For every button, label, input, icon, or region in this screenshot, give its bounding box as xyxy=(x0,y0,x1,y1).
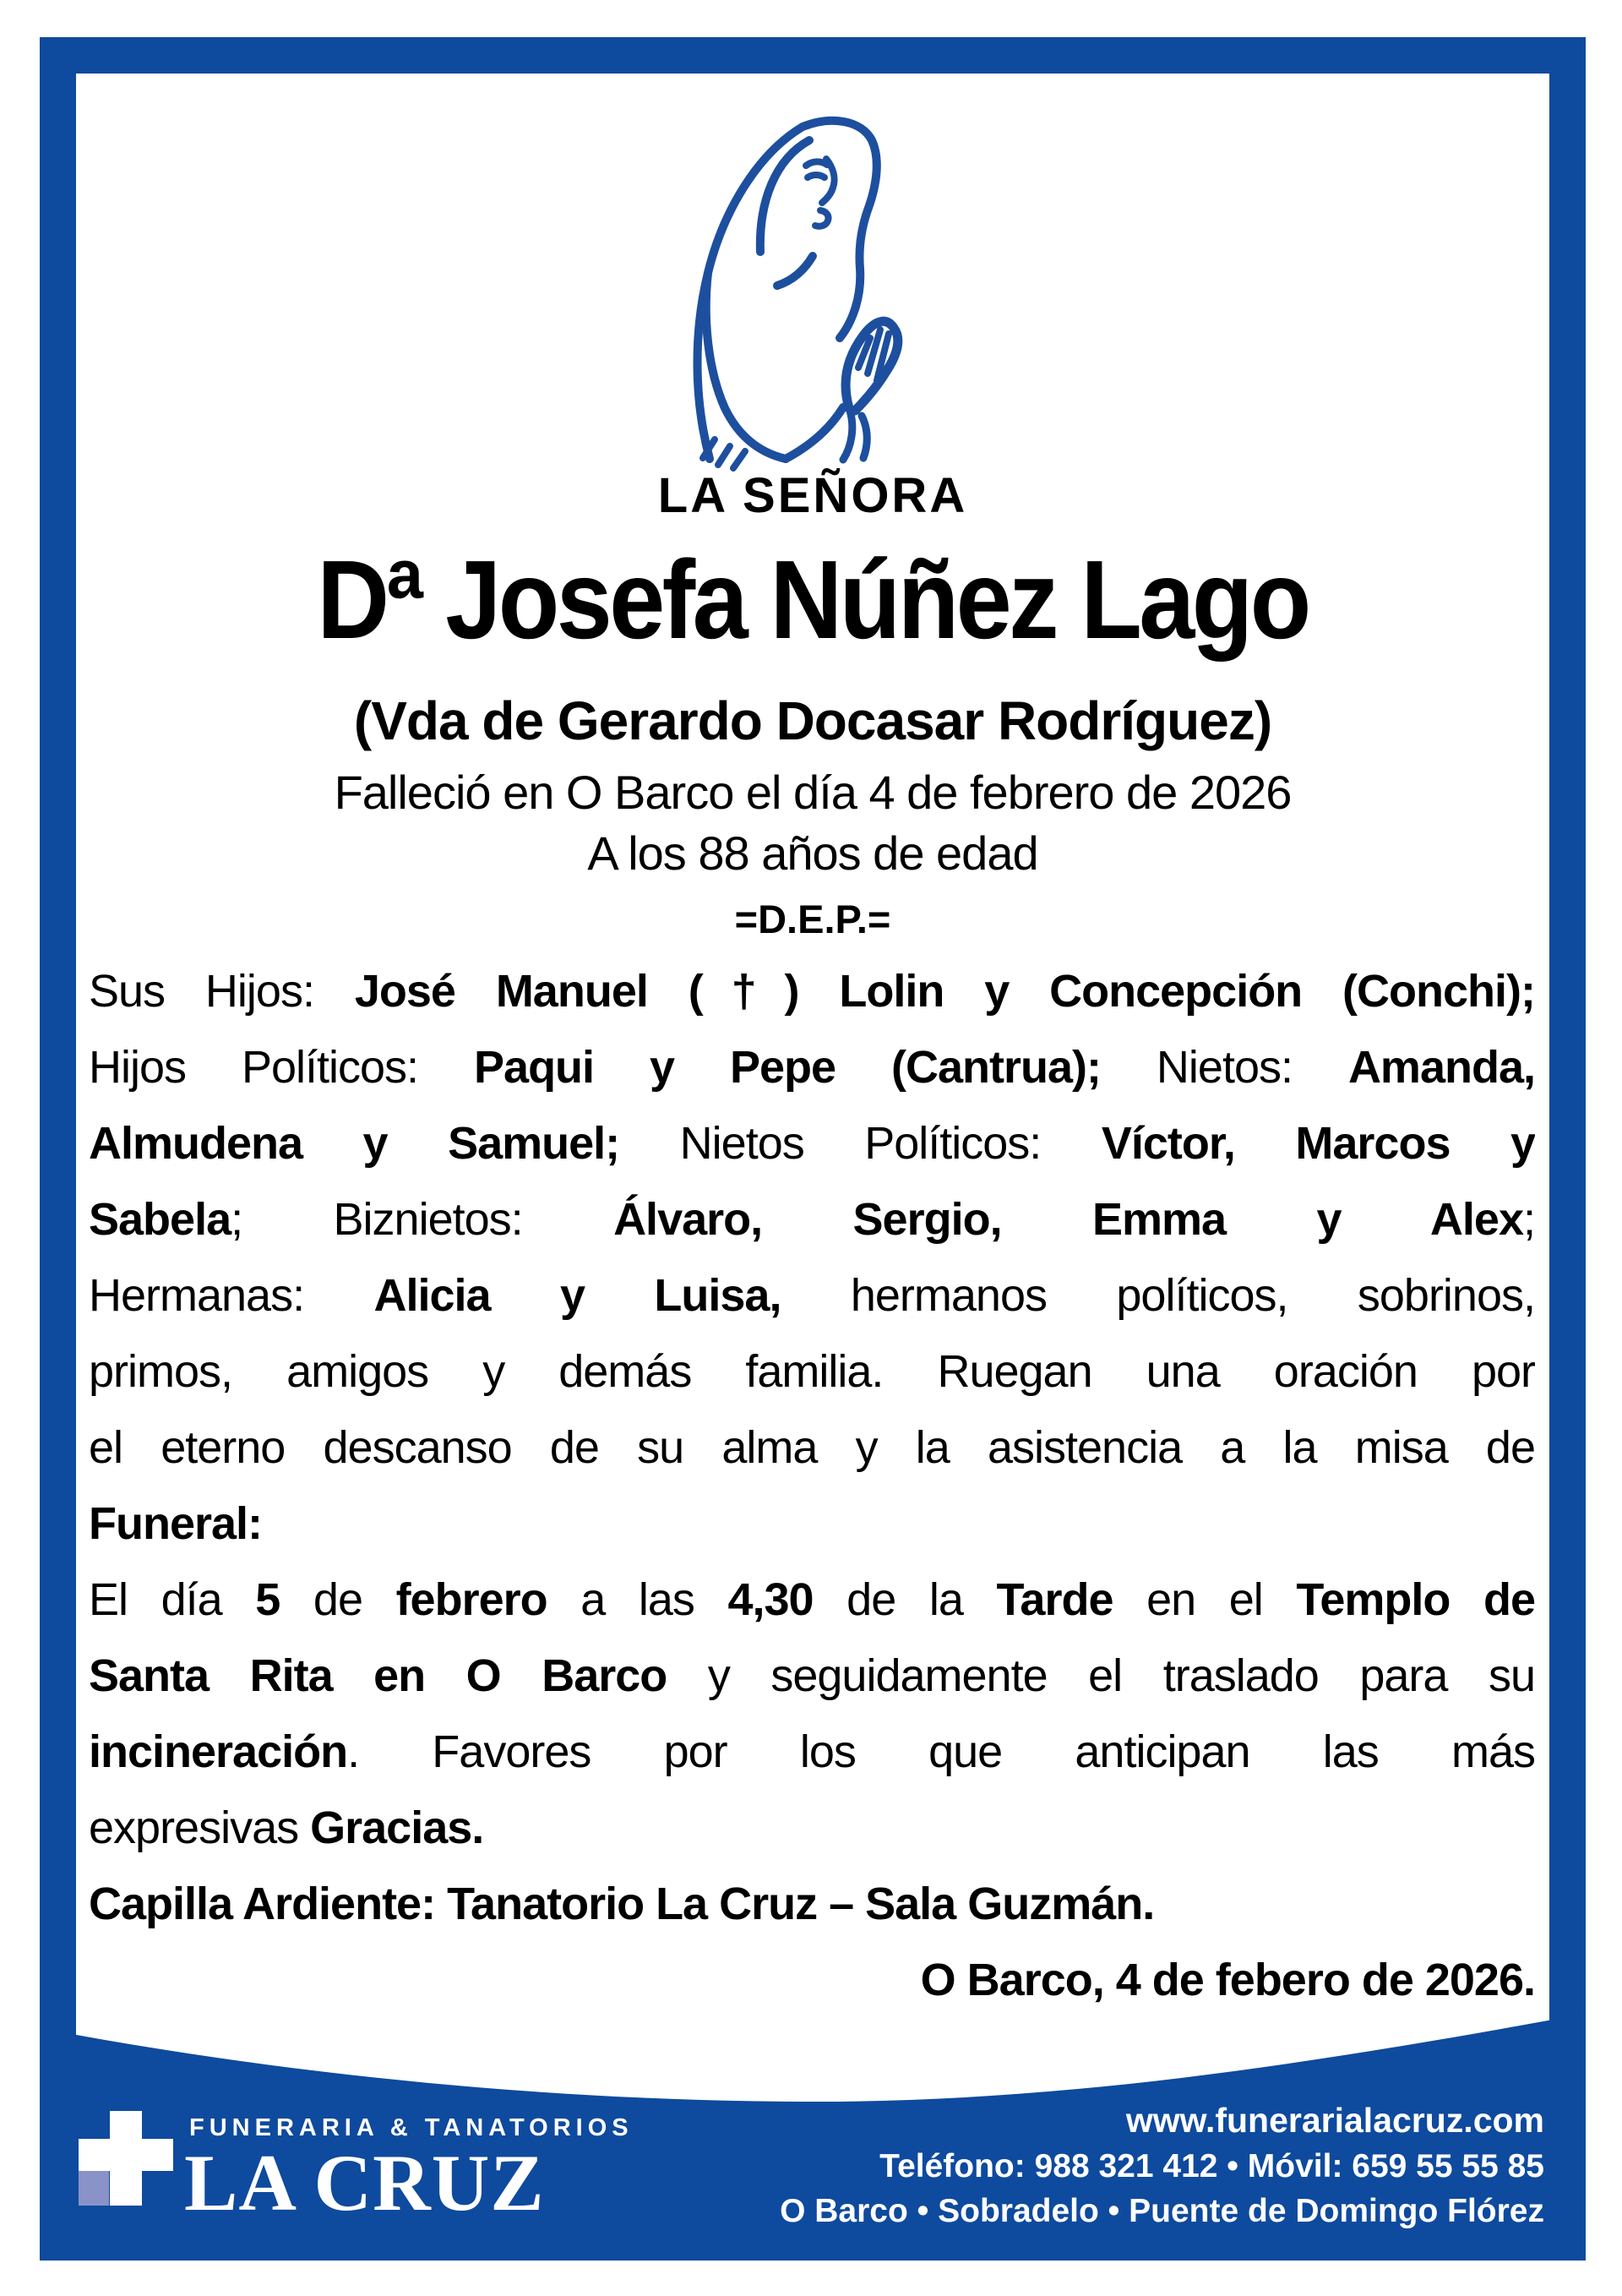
deceased-name: Dª Josefa Núñez Lago xyxy=(317,537,1309,662)
body-line: el eterno descanso de su alma y la asistencia a la misa de xyxy=(89,1422,1535,1473)
body-line: incineración. Favores por los que anticipan las más xyxy=(89,1726,1535,1777)
body-line: Almudena y Samuel; Nietos Políticos: Víctor, Marcos y xyxy=(89,1118,1535,1169)
body-line: Hermanas: Alicia y Luisa, hermanos políticos, sobrinos, xyxy=(89,1270,1535,1321)
body-line-date-place: O Barco, 4 de febero de 2026. xyxy=(920,1955,1535,2005)
virgin-mary-praying-icon xyxy=(659,74,963,472)
footer-brand-tagline: FUNERARIA & TANATORIOS xyxy=(189,2114,634,2141)
family-and-funeral-text xyxy=(89,953,1535,2018)
body-line: Hijos Políticos: Paqui y Pepe (Cantrua); Nietos: Amanda, xyxy=(89,1042,1535,1093)
body-line-capilla: Capilla Ardiente: Tanatorio La Cruz – Sala Guzmán. xyxy=(89,1879,1155,1929)
la-cruz-cross-logo-icon xyxy=(79,2111,173,2206)
body-line: expresivas Gracias. xyxy=(89,1802,484,1853)
cross-accent-square xyxy=(79,2171,109,2206)
pretitle: LA SEÑORA xyxy=(657,468,968,523)
body-line-funeral-label: Funeral: xyxy=(89,1498,263,1549)
death-date-line: Falleció en O Barco el día 4 de febrero de 2026 xyxy=(334,766,1292,819)
footer-contact-block xyxy=(780,2101,1544,2230)
footer-website: www.funerarialacruz.com xyxy=(1125,2101,1544,2140)
age-line: A los 88 años de edad xyxy=(587,826,1038,880)
body-line: Santa Rita en O Barco y seguidamente el traslado para su xyxy=(89,1650,1535,1701)
footer-locations-line: O Barco • Sobradelo • Puente de Domingo Flórez xyxy=(780,2193,1544,2229)
body-line: El día 5 de febrero a las 4,30 de la Tarde en el Templo de xyxy=(89,1574,1535,1625)
footer-brand-name: LA CRUZ xyxy=(184,2138,545,2228)
footer-phone-line: Teléfono: 988 321 412 • Móvil: 659 55 55 85 xyxy=(879,2148,1544,2184)
body-line: Sabela; Biznietos: Álvaro, Sergio, Emma y Alex; xyxy=(89,1194,1535,1245)
body-line: primos, amigos y demás familia. Ruegan una oración por xyxy=(89,1346,1535,1397)
dep-abbreviation: =D.E.P.= xyxy=(734,897,891,941)
widow-subtitle: (Vda de Gerardo Docasar Rodríguez) xyxy=(353,690,1272,751)
body-line: Sus Hijos: José Manuel (†) Lolin y Concepción (Conchi); xyxy=(89,966,1535,1017)
